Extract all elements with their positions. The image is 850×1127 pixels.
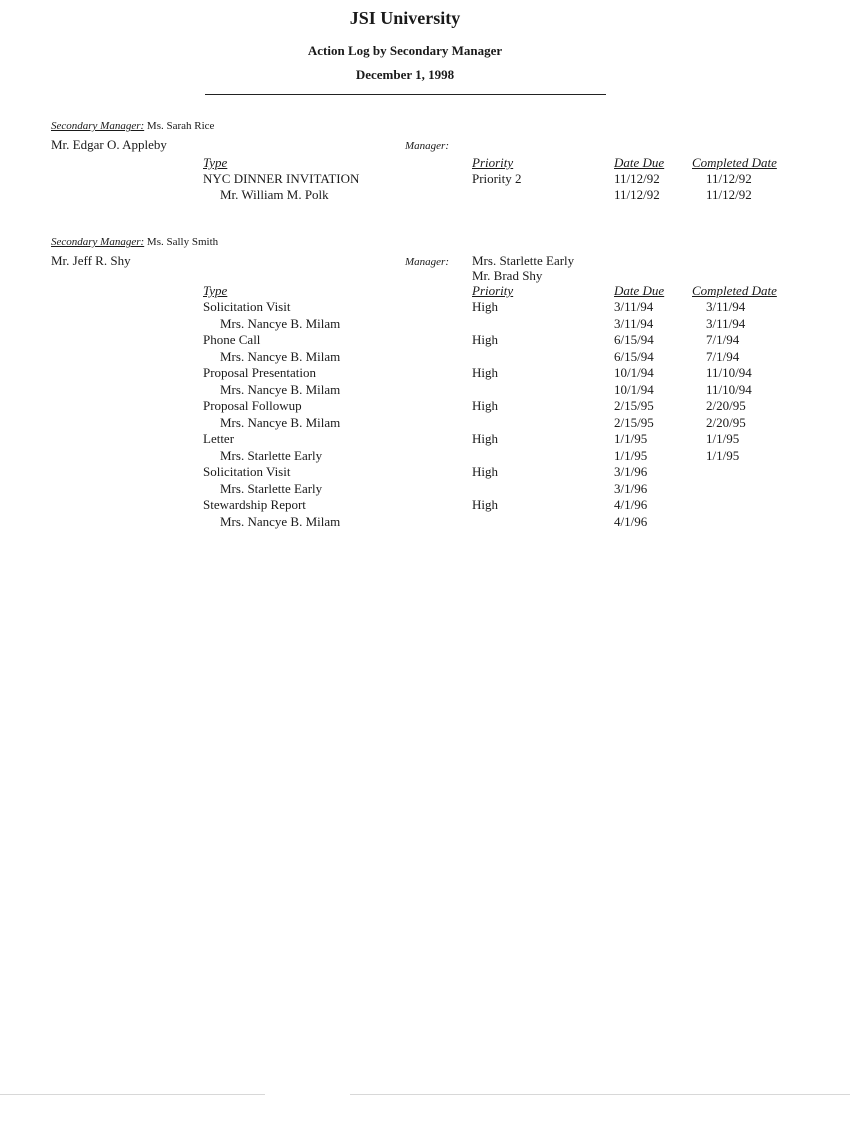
action-priority: Priority 2 xyxy=(472,171,522,186)
action-staff: Mr. William M. Polk xyxy=(220,187,329,202)
action-type: Phone Call xyxy=(203,332,261,347)
section-2-secondary-manager xyxy=(51,236,218,248)
action-priority: High xyxy=(472,431,498,446)
action-completed-date: 3/11/94 xyxy=(706,316,746,331)
action-type: NYC DINNER INVITATION xyxy=(203,171,360,186)
section-1-col-date-due: Date Due xyxy=(614,155,665,170)
secondary-manager-label: Secondary Manager: xyxy=(51,120,145,132)
section-2-col-type: Type xyxy=(203,283,228,298)
report-title: Action Log by Secondary Manager xyxy=(307,43,503,58)
action-priority: High xyxy=(472,497,498,512)
section-1-manager-label: Manager: xyxy=(405,140,449,152)
action-completed-date: 3/11/94 xyxy=(706,299,746,314)
action-type: Stewardship Report xyxy=(203,497,306,512)
action-due-date: 3/1/96 xyxy=(614,481,648,496)
action-priority: High xyxy=(472,365,498,380)
action-priority: High xyxy=(472,299,498,314)
action-due-date: 3/11/94 xyxy=(614,299,654,314)
action-staff: Mrs. Nancye B. Milam xyxy=(220,514,341,529)
action-staff: Mrs. Nancye B. Milam xyxy=(220,349,341,364)
action-staff: Mrs. Nancye B. Milam xyxy=(220,316,341,331)
action-due-date: 1/1/95 xyxy=(614,448,648,463)
action-priority: High xyxy=(472,464,498,479)
action-due-date: 4/1/96 xyxy=(614,497,648,512)
action-completed-date: 7/1/94 xyxy=(706,349,740,364)
action-type: Proposal Presentation xyxy=(203,365,317,380)
action-type: Solicitation Visit xyxy=(203,464,291,479)
action-due-date: 4/1/96 xyxy=(614,514,648,529)
section-1-prospect: Mr. Edgar O. Appleby xyxy=(51,137,167,152)
action-completed-date: 1/1/95 xyxy=(706,448,740,463)
university-title: JSI University xyxy=(349,8,461,28)
action-due-date: 3/11/94 xyxy=(614,316,654,331)
title-divider xyxy=(205,94,606,95)
action-staff: Mrs. Nancye B. Milam xyxy=(220,382,341,397)
action-completed-date: 1/1/95 xyxy=(706,431,740,446)
action-staff: Mrs. Nancye B. Milam xyxy=(220,415,341,430)
action-completed-date: 7/1/94 xyxy=(706,332,740,347)
action-priority: High xyxy=(472,332,498,347)
manager-name: Mr. Brad Shy xyxy=(472,268,543,283)
section-2-manager-label: Manager: xyxy=(405,256,449,268)
action-priority: High xyxy=(472,398,498,413)
action-staff: Mrs. Starlette Early xyxy=(220,448,323,463)
scan-artifact-line xyxy=(350,1094,850,1095)
section-1-secondary-manager xyxy=(51,120,214,132)
section-2-col-priority: Priority xyxy=(472,283,514,298)
action-completed-date: 11/12/92 xyxy=(706,171,752,186)
section-1-col-completed: Completed Date xyxy=(692,155,777,170)
secondary-manager-label: Secondary Manager: xyxy=(51,236,145,248)
scan-artifact-line xyxy=(0,1094,265,1095)
action-due-date: 2/15/95 xyxy=(614,398,654,413)
action-due-date: 1/1/95 xyxy=(614,431,648,446)
report-date: December 1, 1998 xyxy=(355,67,455,82)
secondary-manager-name: Ms. Sally Smith xyxy=(146,236,219,248)
action-due-date: 3/1/96 xyxy=(614,464,648,479)
section-2-col-completed: Completed Date xyxy=(692,283,777,298)
section-1-col-priority: Priority xyxy=(472,155,514,170)
action-due-date: 6/15/94 xyxy=(614,332,654,347)
action-completed-date: 2/20/95 xyxy=(706,415,746,430)
section-1-col-type: Type xyxy=(203,155,228,170)
action-type: Proposal Followup xyxy=(203,398,302,413)
secondary-manager-name: Ms. Sarah Rice xyxy=(146,120,215,132)
action-due-date: 10/1/94 xyxy=(614,365,654,380)
action-type: Letter xyxy=(203,431,235,446)
action-due-date: 6/15/94 xyxy=(614,349,654,364)
action-due-date: 11/12/92 xyxy=(614,187,660,202)
action-due-date: 10/1/94 xyxy=(614,382,654,397)
section-2-col-date-due: Date Due xyxy=(614,283,665,298)
action-completed-date: 11/12/92 xyxy=(706,187,752,202)
action-completed-date: 11/10/94 xyxy=(706,382,752,397)
action-completed-date: 11/10/94 xyxy=(706,365,752,380)
action-completed-date: 2/20/95 xyxy=(706,398,746,413)
action-type: Solicitation Visit xyxy=(203,299,291,314)
action-due-date: 11/12/92 xyxy=(614,171,660,186)
action-staff: Mrs. Starlette Early xyxy=(220,481,323,496)
manager-name: Mrs. Starlette Early xyxy=(472,253,575,268)
action-due-date: 2/15/95 xyxy=(614,415,654,430)
section-2-prospect: Mr. Jeff R. Shy xyxy=(51,253,131,268)
